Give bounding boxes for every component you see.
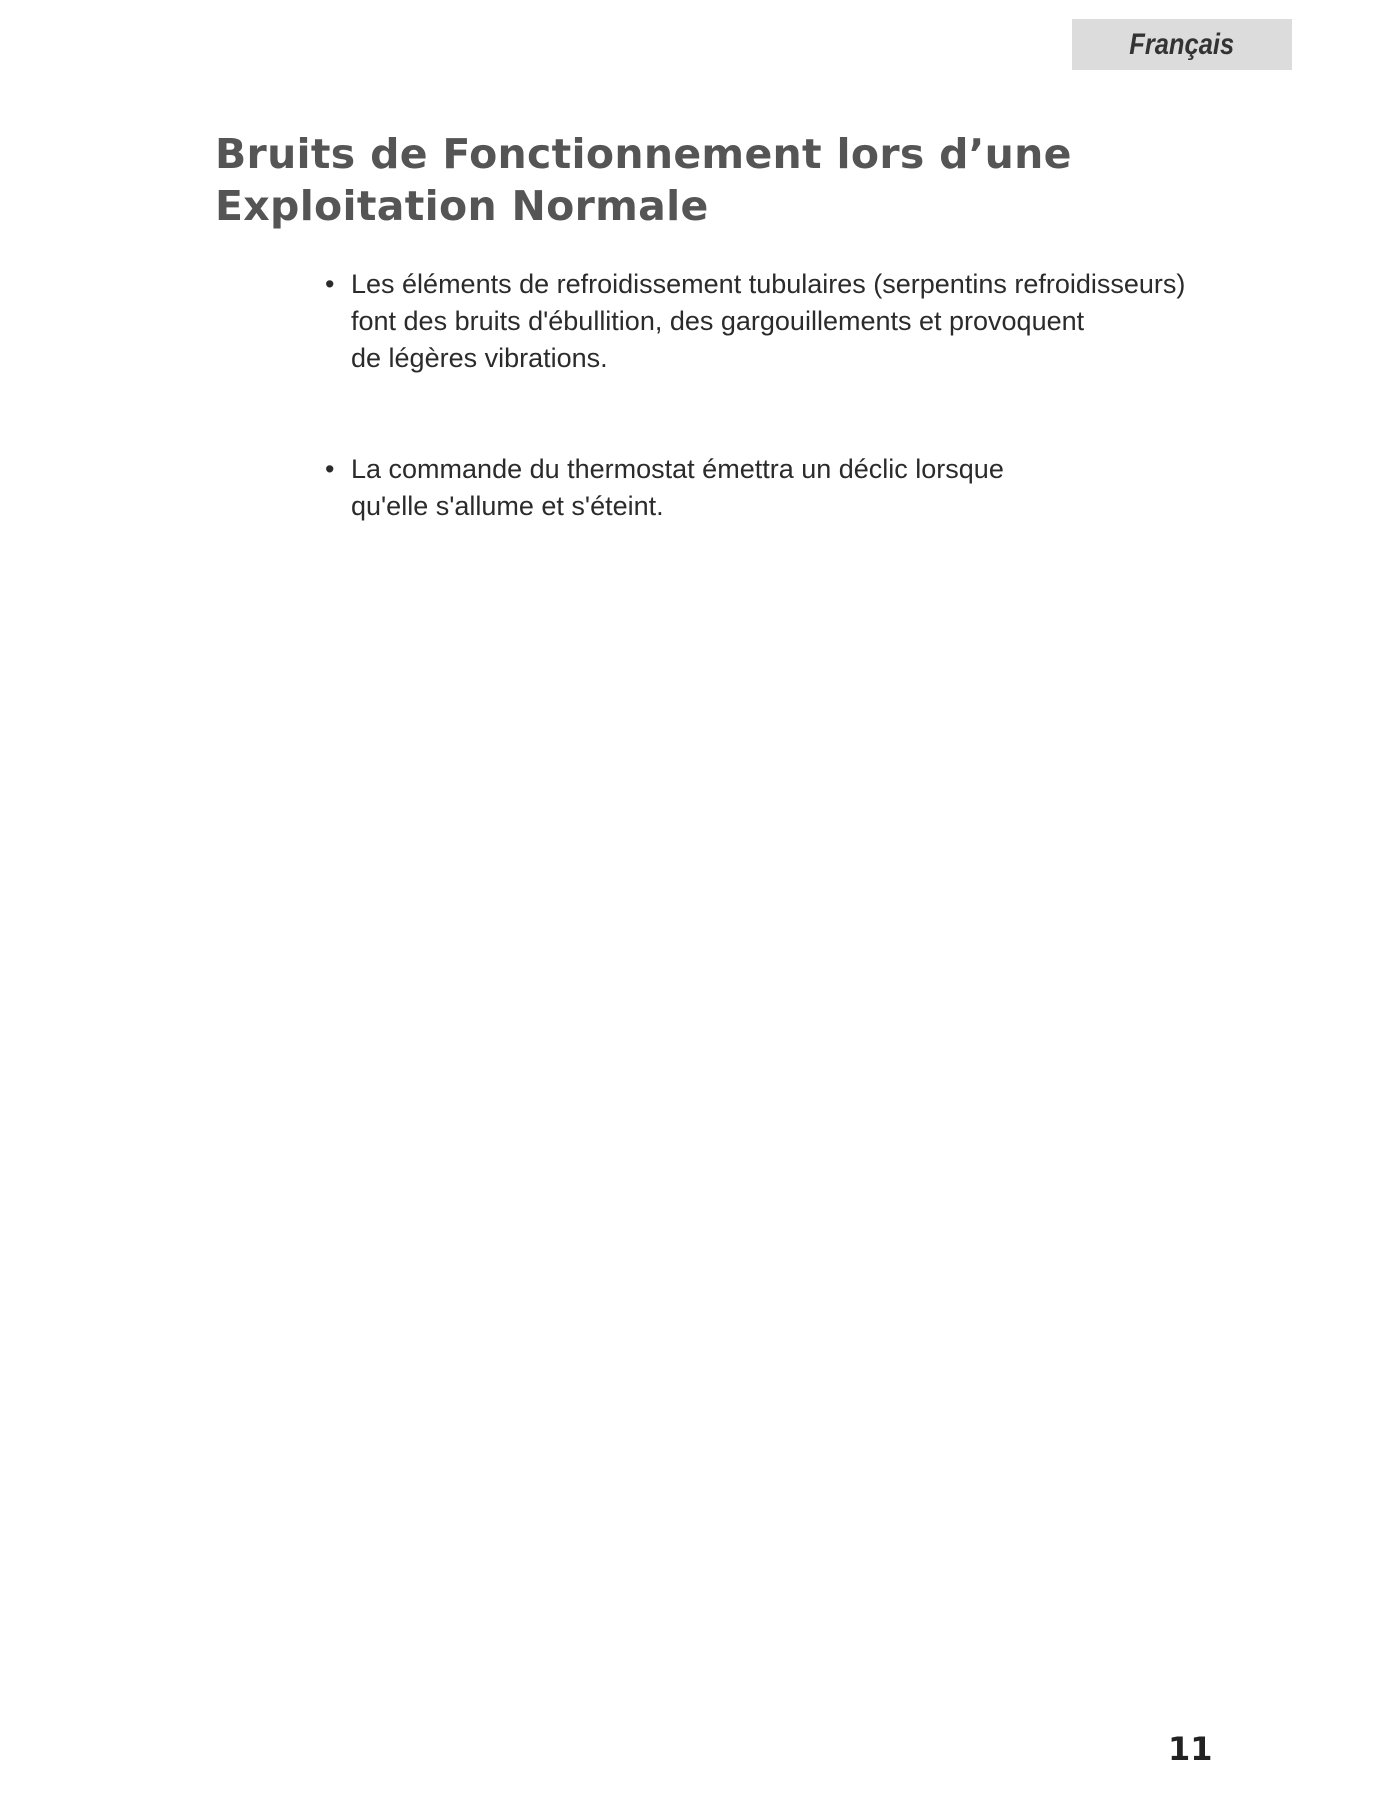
bullet-1-line-1: Les éléments de refroidissement tubulaires (serpentins refroidisseurs) (351, 269, 1186, 299)
bullet-1-line-2: font des bruits d'ébullition, des gargouillements et provoquent (351, 306, 1085, 336)
bullet-item-1 (325, 266, 1225, 377)
language-tab-label: Français (1129, 27, 1235, 61)
page-title-line-1: Bruits de Fonctionnement lors d’une (215, 130, 1072, 178)
bullet-icon: • (325, 269, 335, 299)
bullet-item-2 (325, 451, 1225, 525)
bullet-list (325, 266, 1225, 525)
page-title-line-2: Exploitation Normale (215, 182, 709, 230)
bullet-2-line-2: qu'elle s'allume et s'éteint. (351, 491, 664, 521)
page-number: 11 (1168, 1730, 1213, 1768)
bullet-1-line-3: de légères vibrations. (351, 343, 608, 373)
bullet-icon: • (325, 454, 335, 484)
bullet-2-line-1: La commande du thermostat émettra un déclic lorsque (351, 454, 1004, 484)
language-tab (1072, 19, 1292, 70)
page-title (215, 128, 1072, 232)
